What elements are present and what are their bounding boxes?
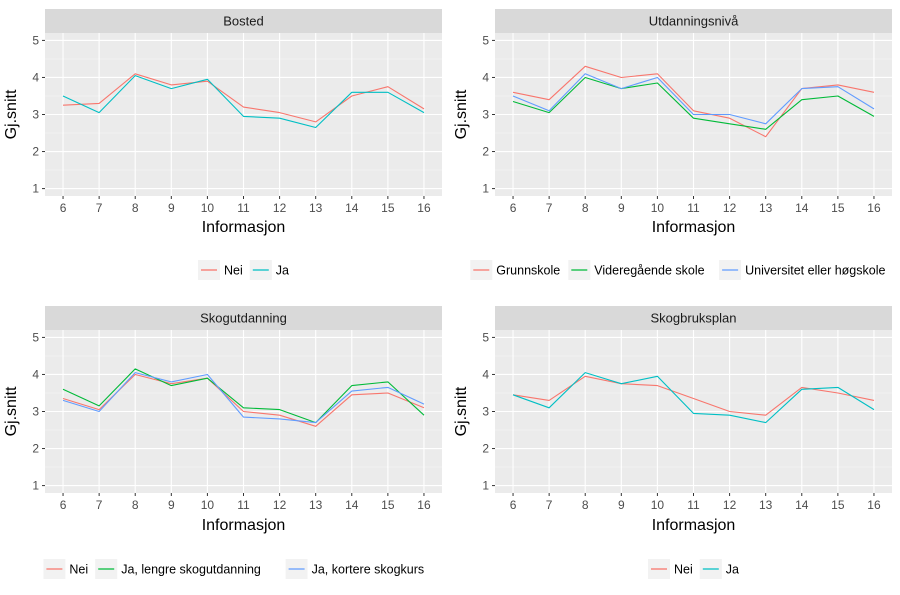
legend-item: [286, 559, 425, 579]
x-tick-label: 10: [650, 201, 665, 215]
x-tick-label: 15: [381, 498, 395, 512]
facet-title: Utdanningsnivå: [648, 13, 739, 29]
legend-item: [719, 260, 885, 280]
legend-label: Universitet eller høgskole: [745, 263, 886, 278]
y-axis-title: Gj.snitt: [3, 89, 20, 140]
y-tick-label: 2: [32, 144, 39, 159]
x-tick-label: 9: [617, 498, 625, 512]
x-axis-title: Informasjon: [201, 219, 286, 236]
y-tick-label: 2: [482, 441, 489, 456]
y-tick-label: 4: [482, 367, 489, 382]
x-tick-label: 13: [309, 201, 323, 215]
x-tick-label: 8: [131, 201, 139, 215]
x-tick-label: 15: [381, 201, 395, 215]
x-tick-label: 6: [59, 201, 67, 215]
legend: [648, 559, 739, 579]
x-axis-title: Informasjon: [651, 219, 736, 236]
x-tick-label: 7: [95, 498, 103, 512]
legend: [198, 260, 289, 280]
legend-item: [648, 559, 693, 579]
legend-item: [700, 559, 739, 579]
y-tick-label: 1: [32, 478, 39, 493]
legend-item: [43, 559, 88, 579]
legend-label: Nei: [69, 562, 89, 577]
y-axis-title: Gj.snitt: [453, 89, 470, 140]
x-axis-title: Informasjon: [201, 517, 286, 534]
x-tick-label: 14: [795, 498, 809, 512]
y-tick-label: 5: [482, 330, 489, 345]
legend-label: Nei: [224, 263, 243, 278]
x-tick-label: 14: [345, 498, 359, 512]
x-tick-label: 13: [759, 498, 773, 512]
x-tick-label: 16: [417, 498, 431, 512]
chart-panel: [3, 306, 442, 579]
facet-title: Skogutdanning: [200, 310, 287, 326]
x-tick-label: 10: [650, 498, 665, 512]
x-axis-title: Informasjon: [651, 517, 736, 534]
x-tick-label: 7: [545, 201, 553, 215]
y-tick-label: 3: [32, 404, 39, 419]
x-tick-label: 12: [722, 498, 737, 512]
x-tick-label: 7: [95, 201, 103, 215]
x-tick-label: 6: [509, 498, 517, 512]
y-tick-label: 1: [482, 181, 489, 196]
x-tick-label: 8: [581, 201, 589, 215]
x-tick-label: 10: [200, 201, 215, 215]
x-tick-label: 12: [272, 498, 287, 512]
legend-label: Ja, kortere skogkurs: [311, 562, 425, 577]
legend: [43, 559, 424, 579]
legend: [470, 260, 885, 280]
legend-label: Nei: [674, 562, 693, 577]
x-tick-label: 8: [131, 498, 139, 512]
legend-item: [470, 260, 560, 280]
x-tick-label: 6: [509, 201, 517, 215]
x-tick-label: 14: [345, 201, 359, 215]
facet-title: Bosted: [223, 13, 264, 29]
x-tick-label: 10: [200, 498, 215, 512]
x-tick-label: 16: [417, 201, 431, 215]
y-tick-label: 1: [32, 181, 39, 196]
y-tick-label: 5: [32, 33, 39, 48]
y-axis-title: Gj.snitt: [453, 386, 470, 437]
x-tick-label: 9: [167, 498, 175, 512]
x-tick-label: 7: [545, 498, 553, 512]
x-tick-label: 13: [759, 201, 773, 215]
y-tick-label: 2: [482, 144, 489, 159]
y-tick-label: 2: [32, 441, 39, 456]
x-tick-label: 12: [272, 201, 287, 215]
y-tick-label: 3: [32, 107, 39, 122]
y-tick-label: 3: [482, 107, 489, 122]
legend-label: Ja: [725, 562, 740, 577]
y-axis-title: Gj.snitt: [3, 386, 20, 437]
x-tick-label: 8: [581, 498, 589, 512]
x-tick-label: 9: [167, 201, 175, 215]
chart-panel: [3, 9, 442, 280]
legend-label: Videregående skole: [594, 263, 705, 278]
y-tick-label: 1: [482, 478, 489, 493]
legend-label: Ja: [275, 263, 290, 278]
x-tick-label: 12: [722, 201, 737, 215]
y-tick-label: 4: [32, 367, 39, 382]
y-tick-label: 4: [482, 70, 489, 85]
facet-title: Skogbruksplan: [650, 310, 737, 326]
x-tick-label: 16: [867, 201, 881, 215]
y-tick-label: 3: [482, 404, 489, 419]
legend-item: [198, 260, 243, 280]
chart-panel: [453, 306, 892, 579]
x-tick-label: 9: [617, 201, 625, 215]
legend-label: Ja, lengre skogutdanning: [121, 562, 261, 577]
y-tick-label: 5: [482, 33, 489, 48]
x-tick-label: 11: [237, 498, 250, 512]
x-tick-label: 16: [867, 498, 881, 512]
x-tick-label: 15: [831, 201, 845, 215]
legend-item: [95, 559, 261, 579]
legend-item: [568, 260, 704, 280]
y-tick-label: 4: [32, 70, 39, 85]
chart-panel: [453, 9, 892, 280]
legend-item: [250, 260, 289, 280]
x-tick-label: 6: [59, 498, 67, 512]
y-tick-label: 5: [32, 330, 39, 345]
x-tick-label: 14: [795, 201, 809, 215]
x-tick-label: 15: [831, 498, 845, 512]
x-tick-label: 13: [309, 498, 323, 512]
legend-label: Grunnskole: [496, 263, 561, 278]
x-tick-label: 11: [687, 498, 700, 512]
x-tick-label: 11: [687, 201, 700, 215]
x-tick-label: 11: [237, 201, 250, 215]
